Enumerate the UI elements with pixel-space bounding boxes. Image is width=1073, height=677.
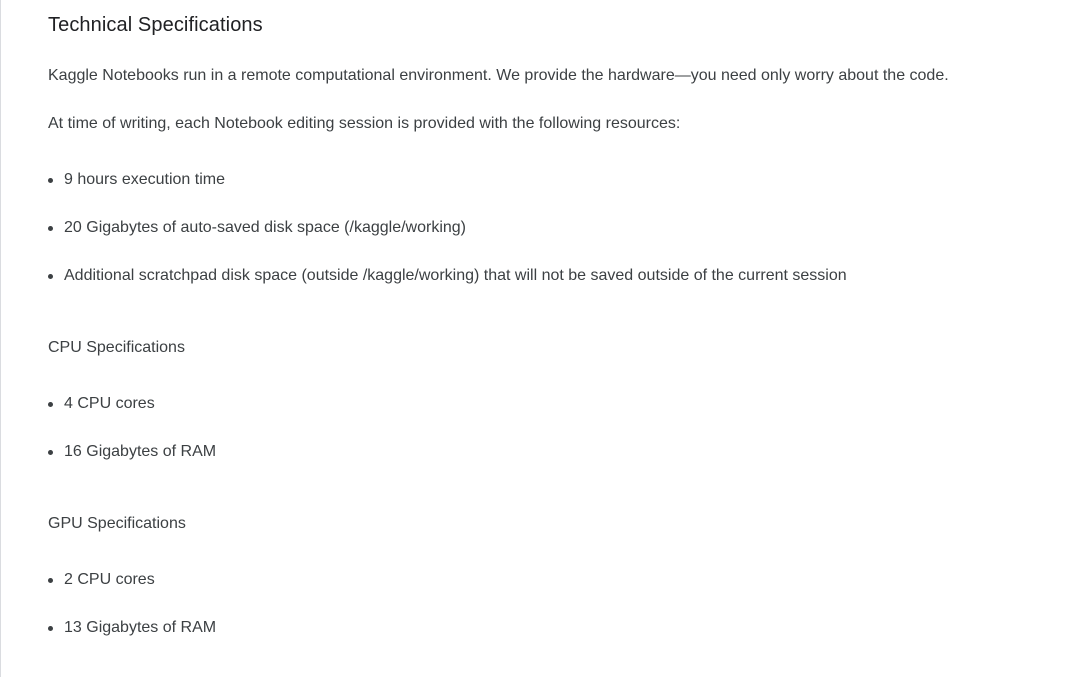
resources-lead-paragraph: At time of writing, each Notebook editing session is provided with the following resources:: [48, 115, 681, 132]
list-item-text: 2 CPU cores: [64, 571, 155, 588]
section-title: Technical Specifications: [48, 14, 263, 36]
gpu-specifications-heading: GPU Specifications: [48, 515, 186, 532]
gpu-specifications-list: [48, 570, 216, 666]
cpu-specifications-list: [48, 394, 216, 490]
list-item: [48, 394, 216, 442]
list-item: [48, 218, 847, 266]
list-item: [48, 170, 847, 218]
list-item-text: 13 Gigabytes of RAM: [64, 619, 217, 636]
list-item: [48, 570, 216, 618]
list-item: [48, 442, 216, 490]
bullet-icon: [48, 226, 53, 231]
panel-left-border: [0, 0, 1, 677]
bullet-icon: [48, 450, 53, 455]
list-item: [48, 266, 847, 314]
bullet-icon: [48, 626, 53, 631]
intro-paragraph: Kaggle Notebooks run in a remote computational environment. We provide the hardware—you need only worry about the code.: [48, 67, 949, 84]
list-item-text: 4 CPU cores: [64, 395, 155, 412]
bullet-icon: [48, 578, 53, 583]
resources-list: [48, 170, 847, 314]
list-item-text: 20 Gigabytes of auto-saved disk space (/kaggle/working): [64, 219, 466, 236]
bullet-icon: [48, 274, 53, 279]
list-item-text: 9 hours execution time: [64, 171, 225, 188]
bullet-icon: [48, 402, 53, 407]
bullet-icon: [48, 178, 53, 183]
list-item-text: 16 Gigabytes of RAM: [64, 443, 217, 460]
list-item: [48, 618, 216, 666]
cpu-specifications-heading: CPU Specifications: [48, 339, 185, 356]
list-item-text: Additional scratchpad disk space (outside /kaggle/working) that will not be saved outside of the current session: [64, 267, 847, 284]
